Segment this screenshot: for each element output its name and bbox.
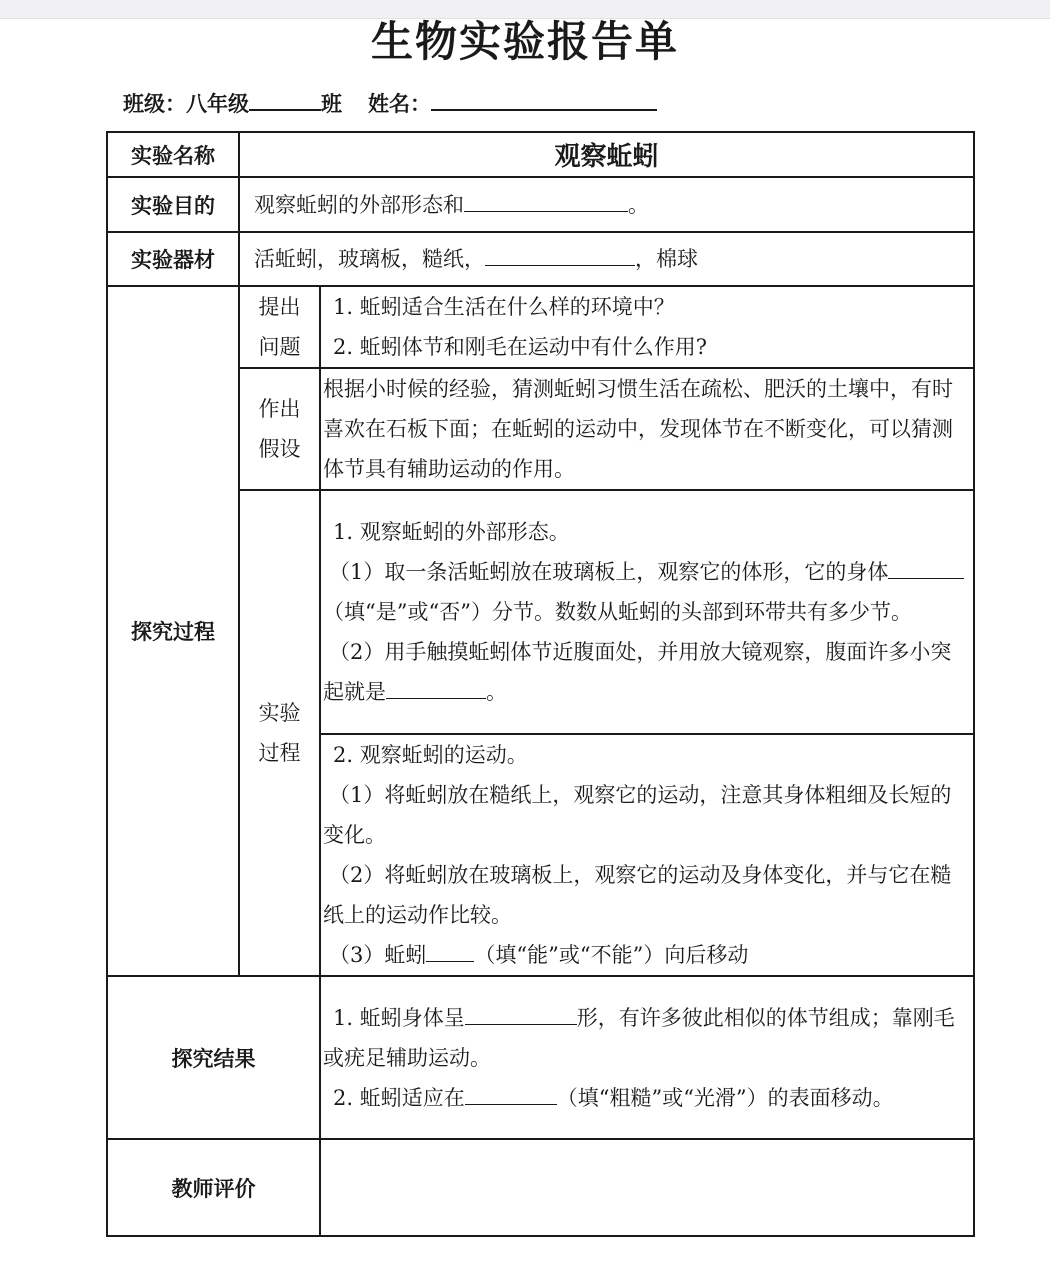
result-line-2-end: （填“粗糙”或“光滑”）的表面移动。 xyxy=(556,1085,894,1110)
purpose-end: 。 xyxy=(628,192,649,217)
row-evaluation xyxy=(107,1139,974,1236)
procedure-label-line1: 实验 xyxy=(258,701,301,725)
hypothesis-label-line2: 假设 xyxy=(258,437,301,461)
report-table xyxy=(106,131,975,1237)
purpose-blank[interactable] xyxy=(464,189,628,212)
name-blank[interactable] xyxy=(431,87,657,111)
procedure-part1-content xyxy=(320,490,974,734)
hypothesis-text: 根据小时候的经验，猜测蚯蚓习惯生活在疏松、肥沃的土壤中，有时喜欢在石板下面；在蚯蚓的运动中，发现体节在不断变化，可以猜测体节具有辅助运动的作用。 xyxy=(323,377,953,481)
class-label: 班级：八年级 xyxy=(123,92,249,116)
materials-value xyxy=(239,232,974,286)
question-label xyxy=(239,286,320,368)
part1-step2-blank[interactable] xyxy=(386,676,486,699)
question-label-line1: 提出 xyxy=(258,295,301,319)
row-purpose xyxy=(107,177,974,232)
materials-text: 活蚯蚓，玻璃板，糙纸， xyxy=(254,247,485,271)
part2-step2: （2）将蚯蚓放在玻璃板上，观察它的运动及身体变化，并与它在糙纸上的运动作比较。 xyxy=(323,863,952,927)
hypothesis-label-line1: 作出 xyxy=(258,397,301,421)
result-line-2-blank[interactable] xyxy=(465,1082,557,1105)
part1-heading: 1. 观察蚯蚓的外部形态。 xyxy=(333,520,570,544)
part2-step3 xyxy=(323,935,971,975)
part2-step3-blank[interactable] xyxy=(426,939,474,962)
part1-step1-end: （填“是”或“否”）分节。数数从蚯蚓的头部到环带共有多少节。 xyxy=(323,600,912,624)
part2-step3-end: （填“能”或“不能”）向后移动 xyxy=(474,943,749,967)
question-label-line2: 问题 xyxy=(258,335,301,359)
part1-step2-end: 。 xyxy=(486,680,507,704)
hypothesis-label xyxy=(239,368,320,490)
procedure-label-line2: 过程 xyxy=(258,741,301,765)
purpose-label: 实验目的 xyxy=(107,177,239,232)
row-materials xyxy=(107,232,974,286)
part1-step2-text: （2）用手触摸蚯蚓体节近腹面处，并用放大镜观察，腹面许多小突起就是 xyxy=(323,640,952,704)
part2-step3-text: （3）蚯蚓 xyxy=(329,943,427,967)
result-line-1-end: 形，有许多彼此相似的体节组成；靠刚毛或疣足辅助运动。 xyxy=(323,1005,955,1070)
result-label: 探究结果 xyxy=(107,976,320,1139)
purpose-value xyxy=(239,177,974,232)
result-line-2 xyxy=(323,1078,971,1118)
evaluation-field[interactable] xyxy=(320,1139,974,1236)
materials-blank[interactable] xyxy=(485,243,635,266)
page-title: 生物实验报告单 xyxy=(370,17,679,66)
part1-step2 xyxy=(323,632,971,712)
experiment-name-value: 观察蚯蚓 xyxy=(239,132,974,177)
procedure-label xyxy=(239,490,320,976)
part1-step1-text: （1）取一条活蚯蚓放在玻璃板上，观察它的体形，它的身体 xyxy=(329,560,889,584)
result-line-1-blank[interactable] xyxy=(465,1002,577,1025)
class-blank[interactable] xyxy=(249,87,321,111)
row-question xyxy=(107,286,974,368)
question-content xyxy=(320,286,974,368)
part2-step1: （1）将蚯蚓放在糙纸上，观察它的运动，注意其身体粗细及长短的变化。 xyxy=(323,783,952,847)
purpose-text: 观察蚯蚓的外部形态和 xyxy=(254,192,464,217)
part1-step1-blank[interactable] xyxy=(888,556,964,579)
materials-end: ，棉球 xyxy=(635,247,698,271)
result-line-1-text: 1. 蚯蚓身体呈 xyxy=(333,1005,465,1030)
experiment-name-label: 实验名称 xyxy=(107,132,239,177)
procedure-part2-content xyxy=(320,734,974,976)
evaluation-label: 教师评价 xyxy=(107,1139,320,1236)
result-content xyxy=(320,976,974,1139)
hypothesis-content xyxy=(320,368,974,490)
inquiry-label: 探究过程 xyxy=(107,286,239,976)
student-info-line xyxy=(123,86,657,122)
class-suffix: 班 xyxy=(321,92,342,116)
row-experiment-name xyxy=(107,132,974,177)
question-line-2: 2. 蚯蚓体节和刚毛在运动中有什么作用? xyxy=(333,335,707,359)
question-line-1: 1. 蚯蚓适合生活在什么样的环境中？ xyxy=(333,295,675,319)
materials-label: 实验器材 xyxy=(107,232,239,286)
part1-step1 xyxy=(323,552,971,632)
part2-heading: 2. 观察蚯蚓的运动。 xyxy=(333,743,528,767)
row-result xyxy=(107,976,974,1139)
result-line-2-text: 2. 蚯蚓适应在 xyxy=(333,1085,465,1110)
name-label: 姓名： xyxy=(368,92,431,116)
result-line-1 xyxy=(323,998,971,1078)
